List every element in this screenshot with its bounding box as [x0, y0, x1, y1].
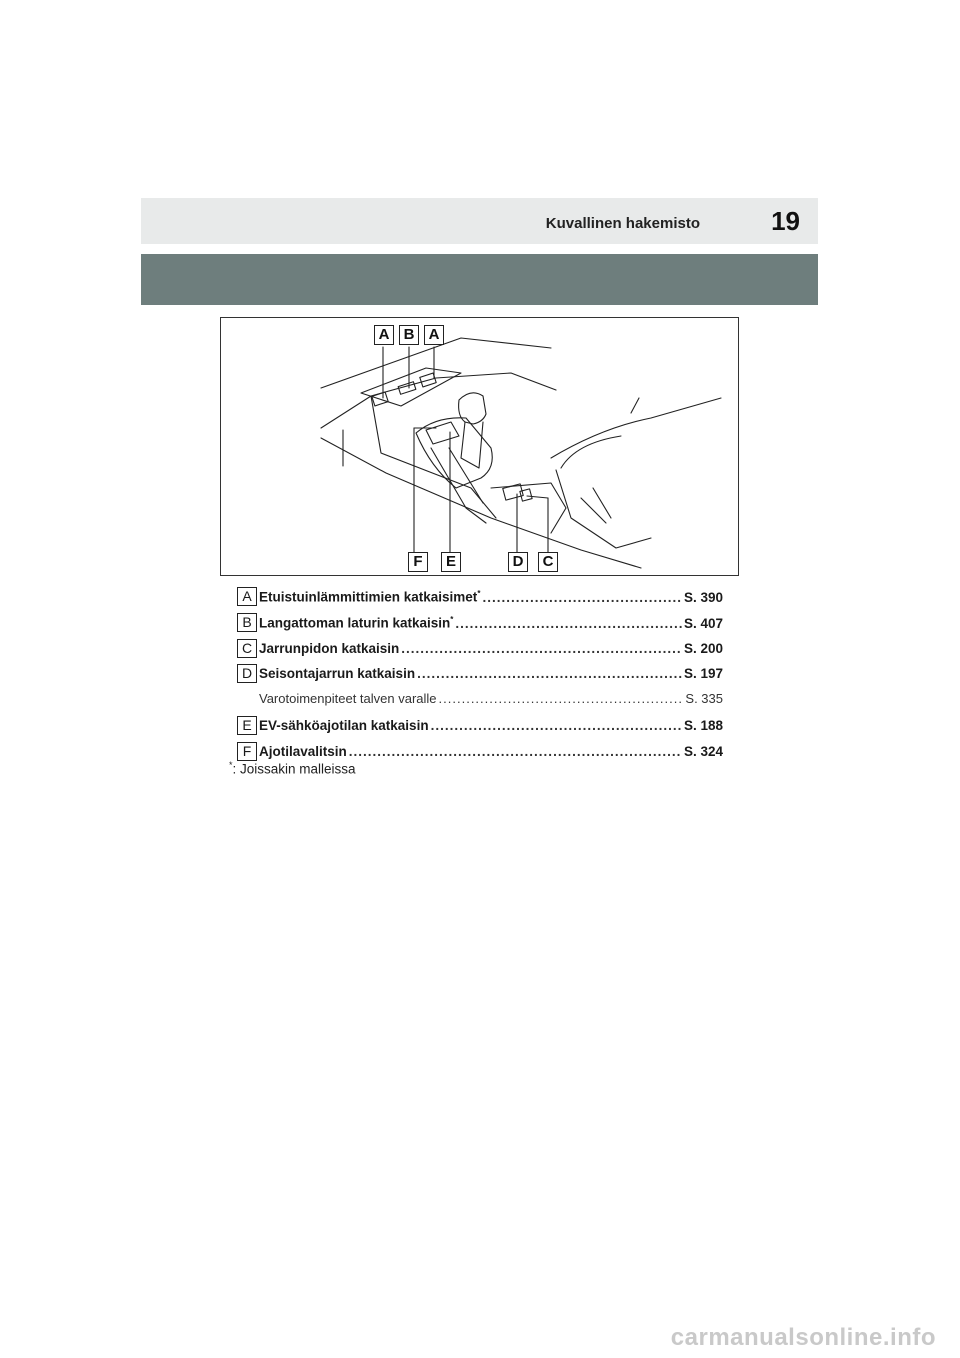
page-reference-link[interactable]: S. 390: [683, 589, 723, 605]
dot-leader: [431, 718, 682, 733]
entry-badge: D: [237, 664, 257, 683]
entry-badge: E: [237, 716, 257, 735]
callout-bottom-f: F: [408, 552, 428, 572]
page-number: 19: [771, 206, 800, 236]
callout-bottom-e: E: [441, 552, 461, 572]
footnote-mark: *: [450, 615, 454, 624]
page-reference-link[interactable]: S. 324: [683, 744, 723, 759]
callout-top-b: B: [399, 325, 419, 345]
entry-label: Langattoman laturin katkaisin: [259, 615, 451, 631]
footnote-mark: *: [477, 589, 481, 598]
console-drawing: [221, 318, 739, 576]
index-entry-b: [237, 610, 723, 634]
index-entry-e: [237, 713, 723, 737]
page-reference-link[interactable]: S. 335: [685, 691, 723, 706]
entry-label: Jarrunpidon katkaisin: [259, 641, 400, 656]
section-title: Kuvallinen hakemisto: [545, 215, 700, 232]
entry-badge: F: [237, 742, 257, 761]
chapter-band: [141, 254, 818, 305]
page-reference-link[interactable]: S. 407: [683, 615, 723, 631]
page-reference-link[interactable]: S. 200: [683, 641, 723, 656]
callout-top-a-right: A: [424, 325, 444, 345]
dot-leader: [417, 666, 682, 681]
entry-badge: A: [237, 587, 257, 606]
index-entry-a: [237, 584, 723, 608]
page-reference-link[interactable]: S. 197: [683, 666, 723, 681]
entry-badge: C: [237, 639, 257, 658]
index-subentry-winter: [237, 686, 723, 710]
dot-leader: [439, 691, 684, 706]
center-console-illustration: [220, 317, 739, 576]
index-entry-d: [237, 661, 723, 685]
page-reference-link[interactable]: S. 188: [683, 718, 723, 733]
entry-label: Varotoimenpiteet talven varalle: [259, 691, 437, 706]
footnote-asterisk: *: [229, 760, 233, 770]
callout-bottom-d: D: [508, 552, 528, 572]
entry-label: Etuistuinlämmittimien katkaisimet: [259, 589, 478, 605]
dot-leader: [455, 616, 682, 631]
callout-bottom-c: C: [538, 552, 558, 572]
dot-leader: [401, 641, 682, 656]
entry-badge: B: [237, 613, 257, 632]
entry-label: EV-sähköajotilan katkaisin: [259, 718, 429, 733]
callout-top-a-left: A: [374, 325, 394, 345]
watermark: carmanualsonline.info: [670, 1324, 936, 1351]
entry-label: Ajotilavalitsin: [259, 744, 347, 759]
footnote-text: : Joissakin malleissa: [232, 761, 356, 777]
header-band: [141, 198, 818, 244]
dot-leader: [482, 590, 682, 605]
index-entry-c: [237, 636, 723, 660]
dot-leader: [349, 744, 682, 759]
entry-label: Seisontajarrun katkaisin: [259, 666, 416, 681]
footnote: [229, 760, 356, 777]
